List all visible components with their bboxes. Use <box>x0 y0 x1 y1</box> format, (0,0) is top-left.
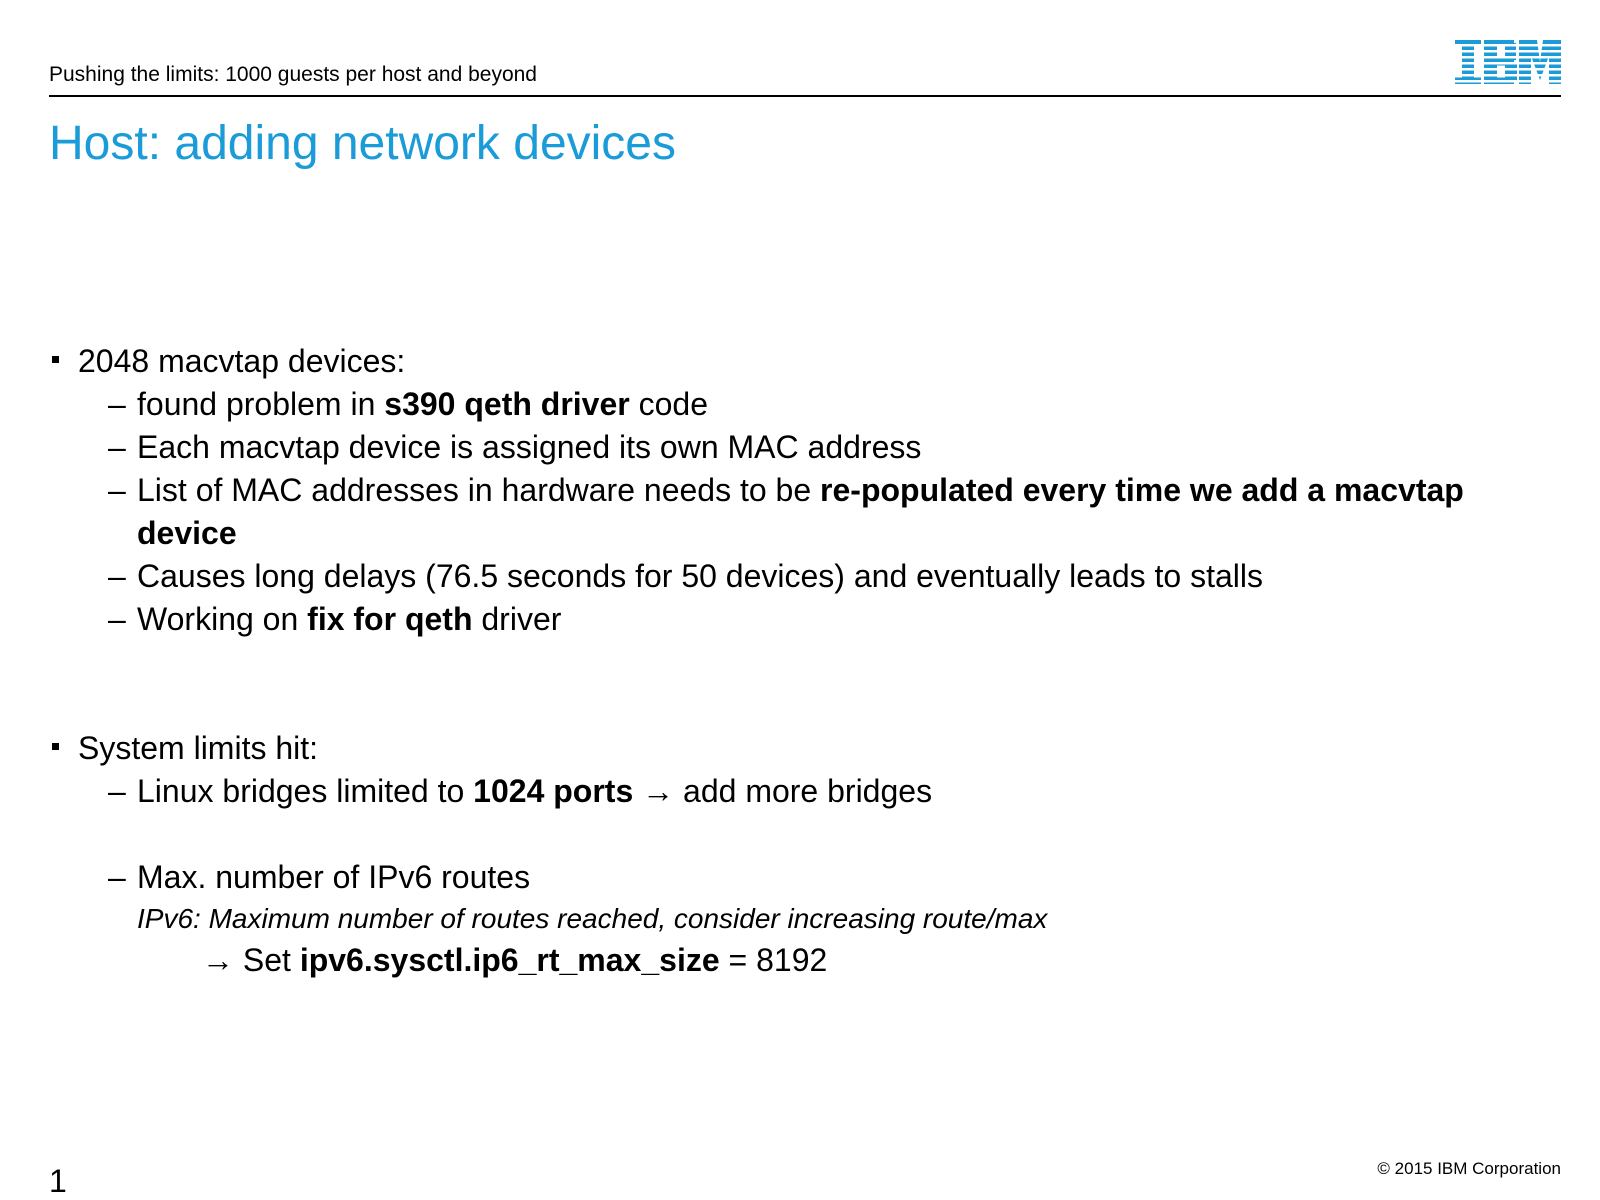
ibm-logo-graphic <box>1455 40 1561 84</box>
presentation-title: Pushing the limits: 1000 guests per host and beyond <box>49 63 537 86</box>
dash-marker: – <box>108 773 126 809</box>
copyright-notice: © 2015 IBM Corporation <box>1377 1159 1561 1178</box>
arrow-icon: → <box>202 942 234 978</box>
dash-marker: – <box>108 601 126 637</box>
ipv6-error-message: IPv6: Maximum number of routes reached, consider increasing route/max <box>137 903 1048 934</box>
sub-item-bridges: – Linux bridges limited to 1024 ports → add more bridges <box>49 770 1561 813</box>
bullet-system-limits: System limits hit: <box>49 727 1561 770</box>
sub-item-ipv6-routes: – Max. number of IPv6 routes <box>49 856 1561 899</box>
dash-marker: – <box>108 859 126 895</box>
sysctl-fix: → Set ipv6.sysctl.ip6_rt_max_size = 8192 <box>202 942 828 978</box>
dash-marker: – <box>108 429 126 465</box>
dash-marker: – <box>108 472 126 508</box>
bullet-macvtap: 2048 macvtap devices: <box>49 340 1561 383</box>
sub-item-repopulate: – List of MAC addresses in hardware needs to be re-populated every time we add a macvtap device <box>49 469 1561 555</box>
page-number: 1 <box>49 1163 67 1199</box>
sub-item-mac-address: – Each macvtap device is assigned its own MAC address <box>49 426 1561 469</box>
ibm-logo <box>1455 40 1561 84</box>
sub-item-delays: – Causes long delays (76.5 seconds for 50 devices) and eventually leads to stalls <box>49 555 1561 598</box>
dash-marker: – <box>108 386 126 422</box>
slide-title: Host: adding network devices <box>49 117 676 170</box>
sub-item-fix: – Working on fix for qeth driver <box>49 598 1561 641</box>
dash-marker: – <box>108 558 126 594</box>
sub-item-qeth-problem: – found problem in s390 qeth driver code <box>49 383 1561 426</box>
slide-body <box>49 340 1561 981</box>
header-divider <box>49 95 1561 97</box>
